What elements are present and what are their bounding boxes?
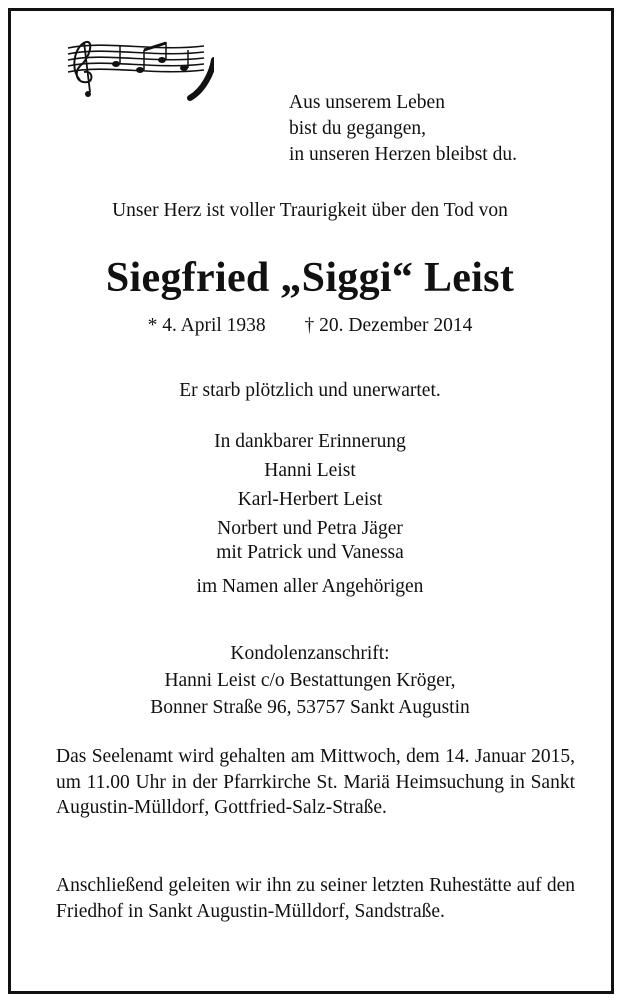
service-paragraph: Das Seelenamt wird gehalten am Mittwoch, dem 14. Januar 2015, um 11.00 Uhr in der Pfarrkirche St. Mariä Heimsuchung in Sankt Augustin-Mülldorf, Gottfried-Salz-Straße. xyxy=(56,746,575,818)
mourners-closing: im Namen aller Angehörigen xyxy=(196,576,424,597)
mourners-block xyxy=(0,428,620,602)
mourner-name: Norbert und Petra Jäger xyxy=(217,518,403,539)
intro-text: Unser Herz ist voller Traurigkeit über den Tod von xyxy=(112,200,508,221)
poem-line: bist du gegangen, xyxy=(289,118,427,139)
sudden-death-note: Er starb plötzlich und unerwartet. xyxy=(179,380,441,401)
life-dates xyxy=(0,315,620,337)
deceased-name: Siegfried „Siggi“ Leist xyxy=(105,255,515,301)
poem xyxy=(289,90,517,168)
condolence-address xyxy=(0,640,620,721)
mourners-intro: In dankbarer Erinnerung xyxy=(214,431,406,452)
condolence-line: Hanni Leist c/o Bestattungen Kröger, xyxy=(164,670,456,691)
condolence-line: Bonner Straße 96, 53757 Sankt Augustin xyxy=(150,697,470,718)
music-notes-icon xyxy=(64,40,214,110)
poem-line: in unseren Herzen bleibst du. xyxy=(289,144,517,165)
death-date: † 20. Dezember 2014 xyxy=(304,315,473,336)
condolence-title: Kondolenzanschrift: xyxy=(230,643,390,664)
mourner-name: mit Patrick und Vanessa xyxy=(216,542,404,563)
birth-date: * 4. April 1938 xyxy=(147,315,266,336)
mourner-name: Hanni Leist xyxy=(264,460,356,481)
burial-paragraph: Anschließend geleiten wir ihn zu seiner letzten Ruhestätte auf den Friedhof in Sankt Augustin-Mülldorf, Sandstraße. xyxy=(56,875,575,922)
poem-line: Aus unserem Leben xyxy=(289,92,445,113)
mourner-name: Karl-Herbert Leist xyxy=(237,489,383,510)
